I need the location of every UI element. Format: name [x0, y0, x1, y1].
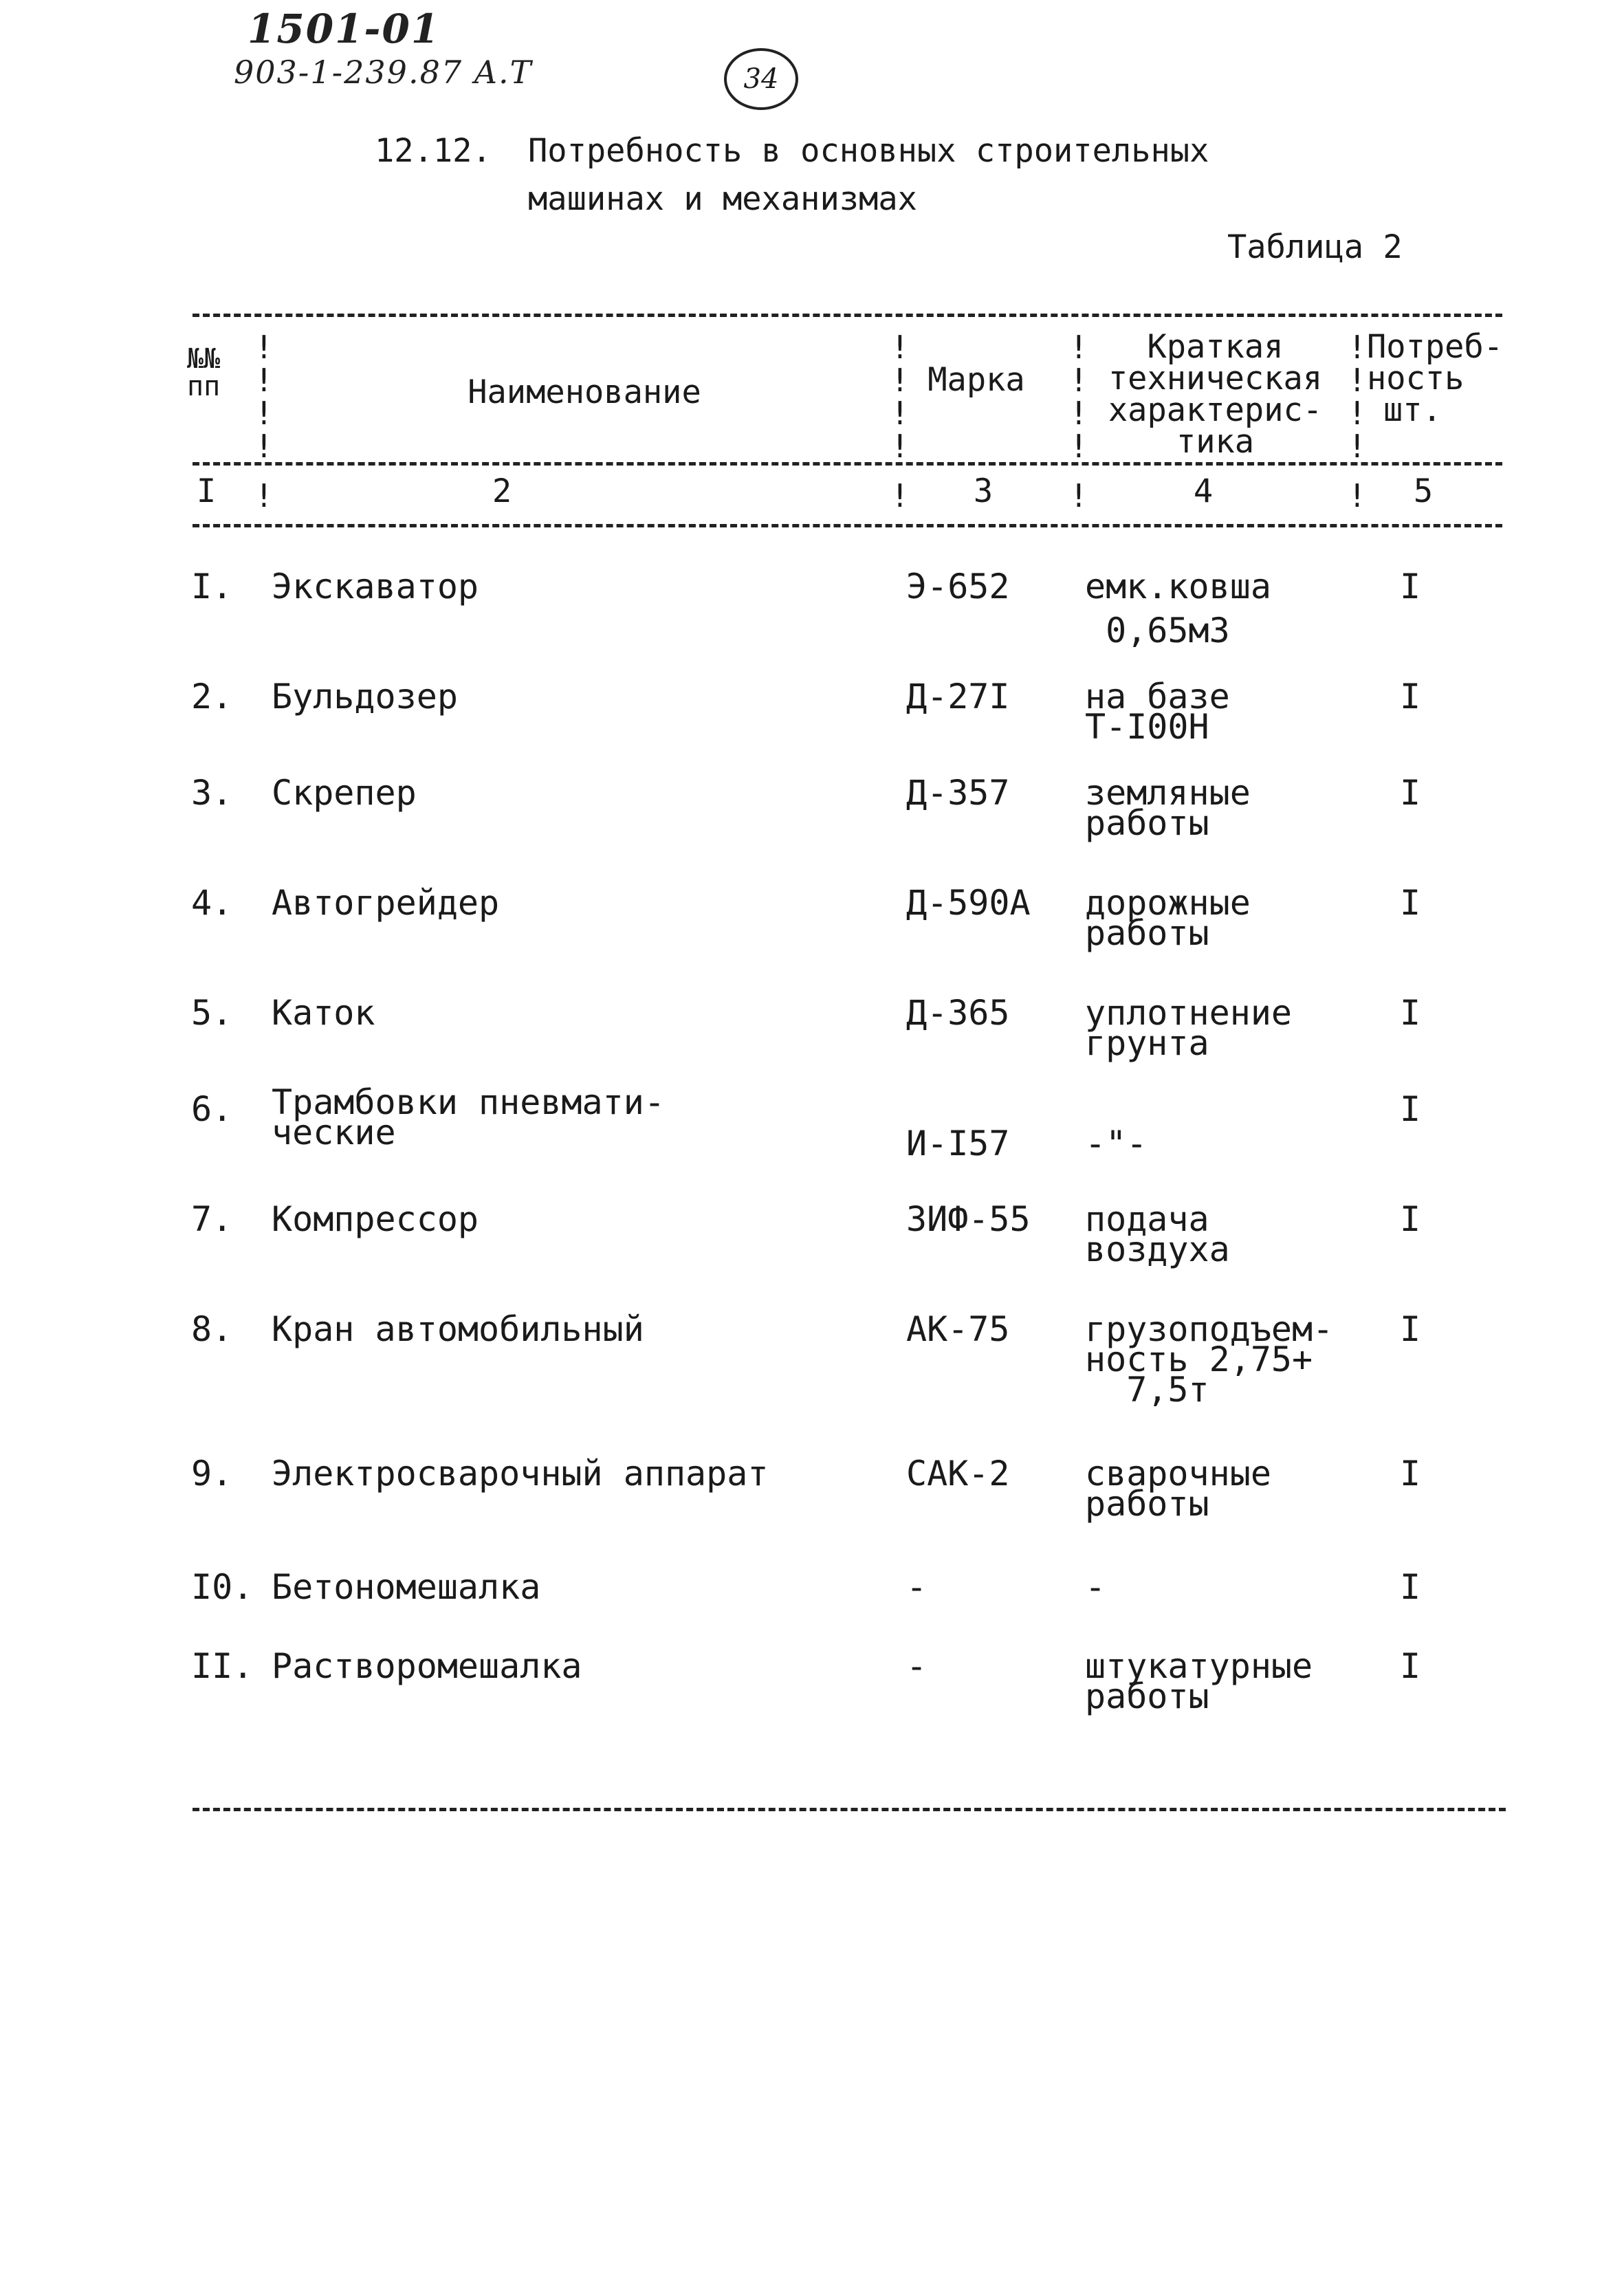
- row-spec: грузоподъем-: [1085, 1309, 1334, 1349]
- header-need: [1367, 328, 1511, 429]
- colnum-5: 5: [1413, 472, 1434, 510]
- colnum-3: 3: [973, 472, 994, 510]
- row-mark: -: [906, 1646, 928, 1686]
- column-separator-mark: !: [1069, 428, 1088, 465]
- row-spec: работы: [1085, 913, 1209, 953]
- row-name: ческие: [272, 1113, 396, 1152]
- column-separator-mark: !: [254, 395, 274, 432]
- column-separator-mark: !: [890, 428, 910, 465]
- colnum-1: I: [196, 472, 217, 510]
- row-spec: емк.ковша: [1085, 567, 1271, 606]
- row-mark: -: [906, 1567, 928, 1607]
- row-number: 6.: [191, 1089, 233, 1129]
- column-separator-mark: !: [890, 329, 910, 366]
- row-name: Автогрейдер: [272, 883, 500, 923]
- column-separator-mark: !: [1069, 395, 1088, 432]
- column-numbers-rule: [193, 524, 1502, 527]
- page-number-stamp: 34: [724, 48, 798, 110]
- row-name: Кран автомобильный: [272, 1309, 644, 1349]
- row-quantity: I: [1400, 1567, 1421, 1607]
- row-quantity: I: [1400, 567, 1421, 606]
- table-top-rule: [193, 314, 1502, 317]
- row-name: Растворомешалка: [272, 1646, 582, 1686]
- row-quantity: I: [1400, 1454, 1421, 1494]
- header-need-line2: ность: [1367, 360, 1464, 397]
- row-mark: Э-652: [906, 567, 1010, 606]
- header-mark: Марка: [928, 361, 1025, 399]
- row-quantity: I: [1400, 1309, 1421, 1349]
- header-spec-line1: Краткая: [1147, 328, 1284, 366]
- row-name: Скрепер: [272, 773, 417, 813]
- row-quantity: I: [1400, 993, 1421, 1033]
- colnum-2: 2: [492, 472, 512, 510]
- row-number: I0.: [191, 1567, 254, 1607]
- row-name: Бетономешалка: [272, 1567, 541, 1607]
- column-separator-mark: !: [1348, 477, 1367, 514]
- row-mark: Д-365: [906, 993, 1010, 1033]
- row-number: 9.: [191, 1454, 233, 1494]
- row-mark: САК-2: [906, 1454, 1010, 1494]
- header-num-line2: пп: [187, 371, 221, 402]
- row-spec: грунта: [1085, 1023, 1209, 1063]
- row-spec: штукатурные: [1085, 1646, 1313, 1686]
- row-mark: Д-590А: [906, 883, 1031, 923]
- row-number: 5.: [191, 993, 233, 1033]
- row-spec: земляные: [1085, 773, 1251, 813]
- handwritten-doc-number: 1501-01: [248, 6, 441, 52]
- row-mark: Д-357: [906, 773, 1010, 813]
- column-separator-mark: !: [254, 362, 274, 399]
- header-spec: [1086, 328, 1344, 461]
- column-separator-mark: !: [1069, 329, 1088, 366]
- column-separator-mark: !: [890, 362, 910, 399]
- header-bottom-rule: [193, 462, 1502, 466]
- column-separator-mark: !: [1348, 428, 1367, 465]
- row-spec: сварочные: [1085, 1454, 1271, 1494]
- row-spec: на базе: [1085, 677, 1230, 717]
- row-quantity: I: [1400, 773, 1421, 813]
- row-quantity: I: [1400, 1089, 1421, 1129]
- column-separator-mark: !: [254, 329, 274, 366]
- column-separator-mark: !: [254, 428, 274, 465]
- column-separator-mark: !: [890, 477, 910, 514]
- row-spec: воздуха: [1085, 1229, 1230, 1269]
- row-quantity: I: [1400, 677, 1421, 717]
- row-spec: -: [1085, 1567, 1106, 1607]
- column-separator-mark: !: [1348, 395, 1367, 432]
- row-quantity: I: [1400, 1199, 1421, 1239]
- column-separator-mark: !: [1069, 362, 1088, 399]
- header-spec-line2: техническая: [1108, 360, 1323, 397]
- row-spec: работы: [1085, 1676, 1209, 1716]
- row-spec: -"-: [1085, 1124, 1148, 1163]
- row-name: Бульдозер: [272, 677, 458, 717]
- row-number: 7.: [191, 1199, 233, 1239]
- row-number: II.: [191, 1646, 254, 1686]
- header-name: Наименование: [468, 373, 701, 411]
- section-number: 12.12.: [375, 132, 492, 170]
- row-spec: Т-I00Н: [1085, 707, 1209, 747]
- header-spec-line3: характерис-: [1108, 391, 1323, 429]
- header-num-line1: №№: [187, 343, 221, 375]
- row-name: Экскаватор: [272, 567, 479, 606]
- row-name: Трамбовки пневмати-: [272, 1082, 665, 1122]
- table-bottom-rule: [193, 1808, 1506, 1811]
- row-spec: дорожные: [1085, 883, 1251, 923]
- row-spec: работы: [1085, 1484, 1209, 1524]
- column-separator-mark: !: [1069, 477, 1088, 514]
- row-spec: уплотнение: [1085, 993, 1293, 1033]
- section-title-line2: машинах и механизмах: [528, 180, 917, 218]
- row-name: Каток: [272, 993, 375, 1033]
- section-title-line1: Потребность в основных строительных: [528, 132, 1209, 170]
- column-separator-mark: !: [890, 395, 910, 432]
- row-quantity: I: [1400, 1646, 1421, 1686]
- header-spec-line4: тика: [1176, 423, 1255, 461]
- row-name: Компрессор: [272, 1199, 479, 1239]
- column-separator-mark: !: [254, 477, 274, 514]
- handwritten-project-code: 903-1-239.87 A.T: [234, 54, 533, 91]
- row-number: I.: [191, 567, 233, 606]
- row-number: 2.: [191, 677, 233, 717]
- column-separator-mark: !: [1348, 362, 1367, 399]
- row-mark: Д-27I: [906, 677, 1010, 717]
- header-num: [187, 345, 242, 400]
- row-mark: АК-75: [906, 1309, 1010, 1349]
- column-separator-mark: !: [1348, 329, 1367, 366]
- row-spec: 0,65м3: [1085, 611, 1230, 651]
- row-mark: ЗИФ-55: [906, 1199, 1031, 1239]
- header-need-line1: Потреб-: [1367, 328, 1504, 366]
- table-label: Таблица 2: [1227, 228, 1403, 266]
- colnum-4: 4: [1193, 472, 1214, 510]
- row-number: 8.: [191, 1309, 233, 1349]
- header-need-line3: шт.: [1383, 391, 1442, 429]
- row-spec: работы: [1085, 803, 1209, 843]
- row-number: 4.: [191, 883, 233, 923]
- row-spec: 7,5т: [1085, 1370, 1209, 1410]
- row-quantity: I: [1400, 883, 1421, 923]
- row-spec: подача: [1085, 1199, 1209, 1239]
- row-number: 3.: [191, 773, 233, 813]
- row-spec: ность 2,75+: [1085, 1340, 1313, 1379]
- row-mark: И-I57: [906, 1124, 1010, 1163]
- row-name: Электросварочный аппарат: [272, 1454, 769, 1494]
